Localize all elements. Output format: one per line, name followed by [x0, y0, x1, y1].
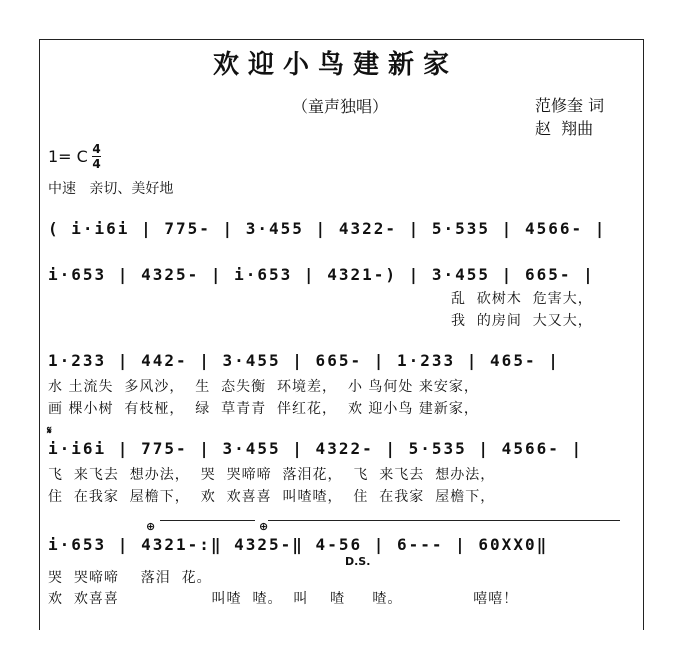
lyric-row-2-verse-1: 乱 砍树木 危害大，: [451, 291, 593, 307]
song-title: 欢迎小鸟建新家: [213, 50, 459, 80]
notation-row-3: 1·233 | 442- | 3·455 | 665- | 1·233 | 465- |: [48, 351, 560, 370]
key-signature: 1= C: [48, 147, 88, 166]
song-subtitle: （童声独唱）: [292, 97, 389, 116]
tempo-marking: 中速 亲切、美好地: [48, 181, 174, 197]
notation-row-1: ( i·i6i | 775- | 3·455 | 4322- | 5·535 | 4566- |: [48, 219, 607, 238]
volta-bracket-1: [160, 520, 255, 521]
lyricist-credit: 范修奎 词: [535, 96, 605, 115]
volta-bracket-2: [268, 520, 620, 521]
coda-sign-2: ⊕: [259, 520, 269, 533]
composer-credit: 赵 翔曲: [535, 119, 594, 138]
time-signature-top: 4: [92, 142, 101, 156]
notation-row-4: i·i6i | 775- | 3·455 | 4322- | 5·535 | 4566- |: [48, 439, 584, 458]
time-signature-bottom: 4: [92, 157, 101, 171]
notation-row-5: i·653 | 4321-:‖ 4325-‖ 4-56 | 6--- | 60XX0‖: [48, 535, 549, 554]
lyric-row-2-verse-2: 我 的房间 大又大，: [451, 313, 593, 329]
lyric-row-4-verse-1: 飞 来飞去 想办法， 哭 哭啼啼 落泪花， 飞 来飞去 想办法，: [48, 467, 496, 483]
notation-row-2: i·653 | 4325- | i·653 | 4321-) | 3·455 | 665- |: [48, 265, 595, 284]
lyric-row-4-verse-2: 住 在我家 屋檐下， 欢 欢喜喜 叫喳喳， 住 在我家 屋檐下，: [48, 489, 496, 505]
lyric-row-3-verse-2: 画 棵小树 有枝桠， 绿 草青青 伴红花， 欢 迎小鸟 建新家，: [48, 401, 479, 417]
time-signature: [92, 143, 101, 170]
segno-sign: 𝄋: [47, 424, 52, 437]
lyric-row-5-verse-1: 哭 哭啼啼 落泪 花。: [48, 570, 212, 586]
lyric-row-5-verse-2: 欢 欢喜喜 叫喳 喳。 叫 喳 喳。 嘻嘻！: [48, 591, 519, 607]
coda-sign-1: ⊕: [146, 520, 156, 533]
ds-marking: D.S.: [345, 555, 371, 568]
lyric-row-3-verse-1: 水 土流失 多风沙， 生 态失衡 环境差， 小 鸟何处 来安家，: [48, 379, 479, 395]
